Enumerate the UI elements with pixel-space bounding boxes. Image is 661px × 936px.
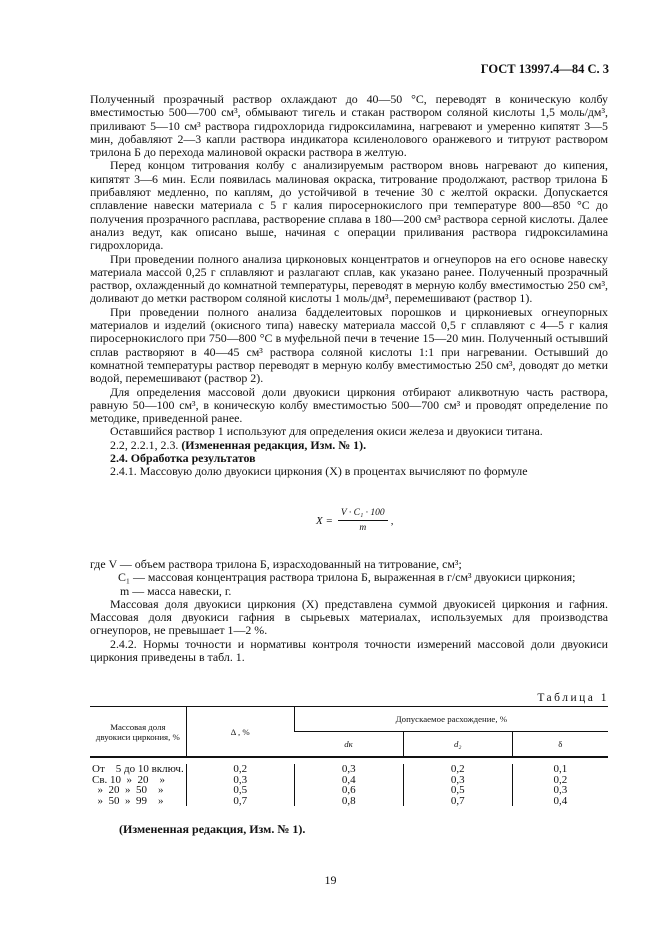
cell: 0,4 xyxy=(294,775,403,786)
cell: » 50 » 99 » xyxy=(92,794,164,807)
amendment-label: (Измененная редакция, Изм. № 1). xyxy=(181,437,367,452)
definition: m — масса навески, г. xyxy=(120,583,232,598)
formula-tail: , xyxy=(390,514,394,527)
cell: 0,5 xyxy=(403,785,512,796)
page-header: ГОСТ 13997.4—84 С. 3 xyxy=(480,62,609,76)
header-delta: Δ , % xyxy=(186,707,294,758)
cell: 0,4 xyxy=(512,796,608,807)
cell: 0,2 xyxy=(512,775,608,786)
formula-lhs: X = xyxy=(316,514,333,527)
cell: Св. 10 » 20 » xyxy=(92,773,166,786)
cell: 0,8 xyxy=(294,796,403,807)
section-title: 2.4. Обработка результатов xyxy=(110,451,256,466)
header-dk: dк xyxy=(344,739,353,749)
variable-definitions xyxy=(90,558,608,664)
precision-table xyxy=(90,706,608,806)
cell: 0,7 xyxy=(403,796,512,807)
cell: 0,3 xyxy=(512,785,608,796)
cell: 0,2 xyxy=(403,764,512,775)
table-caption: Таблица 1 xyxy=(537,692,609,704)
cell: » 20 » 50 » xyxy=(92,784,164,796)
definition: где V — объем раствора трилона Б, израсходованный на титрование, см³; xyxy=(90,557,462,571)
denominator: m xyxy=(359,523,367,533)
paragraph: При проведении полного анализа цирконовых концентратов и огнеупоров на его основе навеску материала массой 0,25 г сплавляют и разлагают сплав, как указано ранее. Полученный прозрачный раствор, охлажденный до комнатной температуры, переводят в мерную колбу вместимостью 250 см³, доливают до метки раствором соляной кислоты 1 моль/дм³, перемешивают (раствор 1). xyxy=(90,251,608,306)
cell: 0,2 xyxy=(186,764,294,775)
paragraph: При проведении полного анализа бадделеитовых порошков и циркониевых огнеупорных материалов и изделий (окисного типа) навеску материала массой 0,5 г сплавляют с 4—5 г калия пиросернокислого при 750—800 °С в муфельной печи в течение 15—20 мин. Полученный остывший сплав растворяют в 40—45 см³ раствора соляной кислоты 1:1 при нагревании. Остывший до комнатной температуры раствор переводят в мерную колбу вместимостью 250 см³, доводят до метки водой, перемешивают (раствор 2). xyxy=(90,304,608,386)
header-allowed-discrepancy: Допускаемое расхождение, % xyxy=(294,707,608,732)
definition: C₁ — массовая концентрация раствора трилона Б, выраженная в г/см³ двуокиси циркония; xyxy=(118,570,576,585)
header-small-delta: δ xyxy=(512,732,608,758)
paragraph: 2.4.1. Массовую долю двуокиси циркония (X) в процентах вычисляют по формуле xyxy=(110,464,528,479)
table-row xyxy=(90,796,608,807)
amendment-note xyxy=(90,439,608,452)
cell: 0,6 xyxy=(294,785,403,796)
paragraph: Полученный прозрачный раствор охлаждают до 40—50 °С, переводят в коническую колбу вместимостью 500—700 см³, обмывают тигель и стакан раствором соляной кислоты 1,5 моль/дм³, приливают 5—10 см³ раствора гидрохлорида гидроксиламина, нагревают и умеренно кипятят 3—5 мин, добавляют 2—3 капли раствора индикатора ксиленолового оранжевого и титруют раствором трилона Б до перехода малиновой окраски раствора в желтую. xyxy=(90,92,608,160)
paragraph: Перед концом титрования колбу с анализируемым раствором вновь нагревают до кипения, кипятят 3—6 мин. Если появилась малиновая окраска, титрование продолжают, раствор трилона Б прибавляют медленно, по каплям, до устойчивой в течение 30 с желтой окраски. Допускается сплавление навески материала с 5 г калия пиросернокислого при температуре 800—850 °С до получения прозрачного расплава, растворение сплава в 180—200 см³ раствора серной кислоты. Далее анализ ведут, как описано выше, начиная с операции приливания раствора гидроксиламина гидрохлорида. xyxy=(90,158,608,253)
table-row xyxy=(90,785,608,796)
cell: 0,7 xyxy=(186,796,294,807)
paragraph: 2.4.2. Нормы точности и нормативы контроля точности измерений массовой доли двуокиси циркония приведены в табл. 1. xyxy=(90,636,608,665)
formula xyxy=(316,508,393,533)
body-text xyxy=(90,93,608,479)
paragraph: Массовая доля двуокиси циркония (X) представлена суммой двуокисей циркония и гафния. Массовая доля двуокиси гафния в сырьевых материалах, используемых для производства огнеупоров, не превышает 1—2 %. xyxy=(90,596,608,638)
paragraph: Для определения массовой доли двуокиси циркония отбирают аликвотную часть раствора, равную 50—100 см³, в коническую колбу вместимостью 500—700 см³ и проводят определение по методике, приведенной ранее. xyxy=(90,384,608,426)
paragraph: Оставшийся раствор 1 используют для определения окиси железа и двуокиси титана. xyxy=(110,424,543,439)
table-row xyxy=(90,764,608,775)
amendment-prefix: 2.2, 2.2.1, 2.3. xyxy=(110,437,182,452)
numerator: V · C₁ · 100 xyxy=(338,508,388,521)
fraction xyxy=(338,508,388,533)
header-d2: d₂ xyxy=(403,732,512,758)
page-number: 19 xyxy=(324,873,337,887)
cell: 0,3 xyxy=(294,764,403,775)
cell: 0,5 xyxy=(186,785,294,796)
cell: 0,3 xyxy=(403,775,512,786)
cell: От 5 до 10 включ. xyxy=(92,763,184,775)
header-mass-fraction: Массовая доля двуокиси циркония, % xyxy=(95,721,180,742)
footer-amendment: (Измененная редакция, Изм. № 1). xyxy=(119,822,306,836)
cell: 0,3 xyxy=(186,775,294,786)
cell: 0,1 xyxy=(512,764,608,775)
